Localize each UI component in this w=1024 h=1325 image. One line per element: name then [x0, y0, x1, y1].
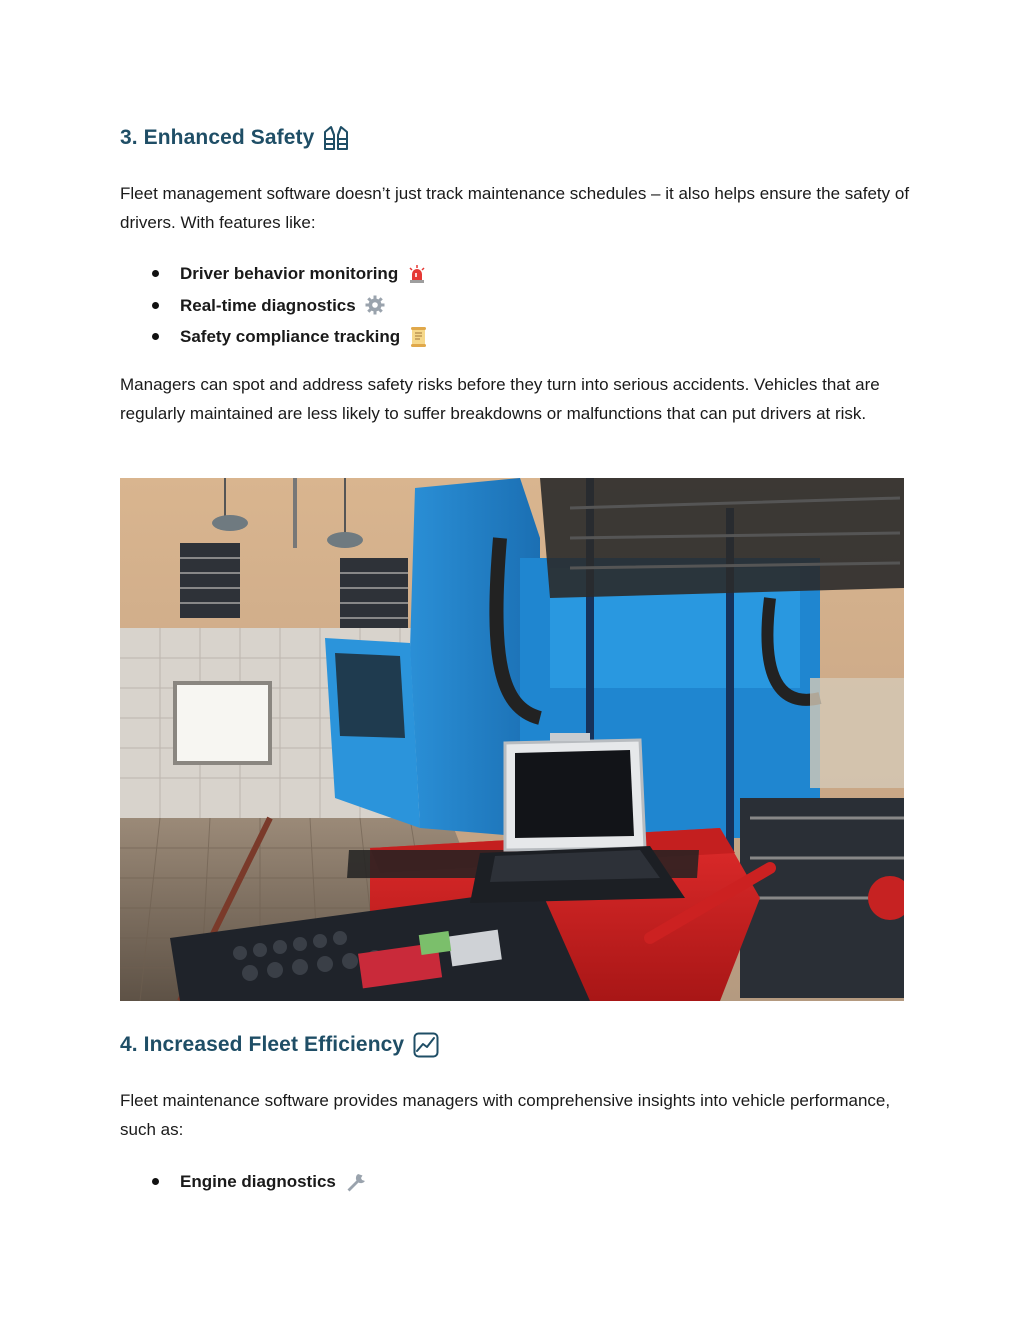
list-item-label: Safety compliance tracking: [180, 327, 401, 346]
list-item-label: Engine diagnostics: [180, 1172, 336, 1191]
list-item: [150, 290, 430, 322]
scroll-icon: [408, 326, 430, 348]
list-item: [150, 258, 430, 290]
wrench-icon: [344, 1171, 366, 1193]
gear-icon: [364, 294, 386, 316]
section4-intro: Fleet maintenance software provides managers with comprehensive insights into vehicle performance, such as:: [120, 1091, 891, 1139]
heading-text: 4. Increased Fleet Efficiency: [120, 1033, 405, 1056]
section3-body: Managers can spot and address safety risks before they turn into serious accidents. Vehicles that are regularly maintained are less likely to suffer breakdowns or malfunctions that can put drivers at risk.: [120, 375, 880, 423]
bullet: [152, 302, 159, 309]
section-heading-increased-fleet-efficiency: [120, 1031, 440, 1059]
bullet: [152, 270, 159, 277]
section-heading-enhanced-safety: [120, 124, 350, 152]
list-item-label: Real-time diagnostics: [180, 295, 356, 315]
list-item-label: Driver behavior monitoring: [180, 264, 399, 283]
police-light-icon: [406, 263, 428, 285]
safety-feature-list: [150, 258, 430, 353]
section3-intro: Fleet management software doesn’t just track maintenance schedules – it also helps ensure the safety of drivers. With features like:: [120, 184, 910, 232]
garage-photo: [120, 478, 904, 1001]
bullet: [152, 333, 159, 340]
bullet: [152, 1178, 159, 1185]
safety-vest-icon: [322, 124, 350, 152]
list-item: [150, 321, 430, 353]
chart-increasing-icon: [412, 1031, 440, 1059]
list-item: [150, 1166, 366, 1198]
heading-text: 3. Enhanced Safety: [120, 126, 315, 149]
efficiency-feature-list: [150, 1166, 366, 1198]
